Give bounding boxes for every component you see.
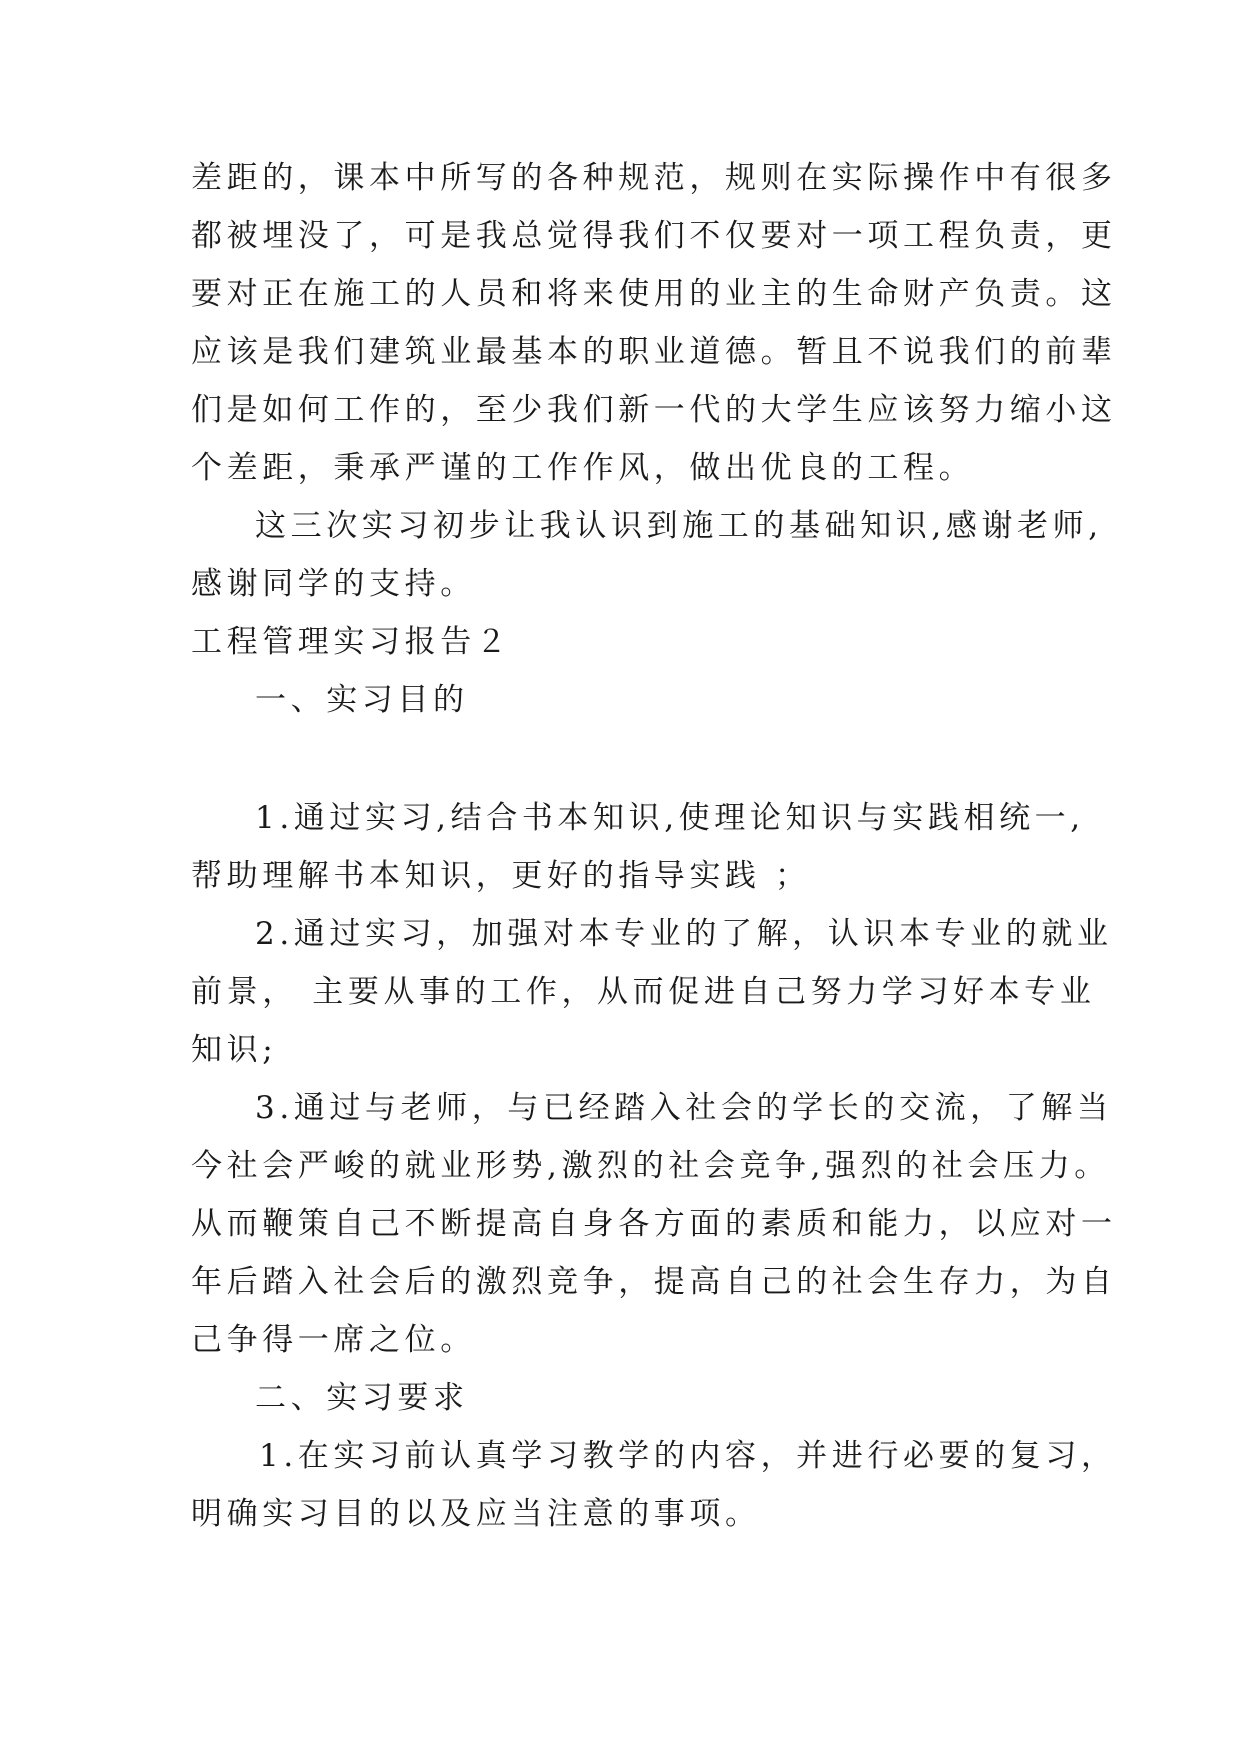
list-item-line: 前景， 主要从事的工作，从而促进自己努力学习好本专业	[191, 974, 1096, 1010]
list-item-line: 年后踏入社会后的激烈竞争，提高自己的社会生存力，为自	[191, 1264, 1117, 1300]
paragraph-line: 差距的，课本中所写的各种规范，规则在实际操作中有很多	[191, 160, 1117, 196]
paragraph-line: 感谢同学的支持。	[191, 566, 476, 602]
list-item-line: 1.在实习前认真学习教学的内容，并进行必要的复习，	[259, 1438, 1117, 1474]
list-item-line: 今社会严峻的就业形势,激烈的社会竞争,强烈的社会压力。	[191, 1148, 1110, 1184]
list-item-line: 知识;	[191, 1032, 278, 1068]
section-title: 工程管理实习报告２	[191, 624, 512, 660]
section-heading: 一、实习目的	[255, 682, 469, 718]
paragraph-line: 要对正在施工的人员和将来使用的业主的生命财产负责。这	[191, 276, 1117, 312]
paragraph-line: 这三次实习初步让我认识到施工的基础知识,感谢老师,	[255, 508, 1103, 544]
list-item-line: 明确实习目的以及应当注意的事项。	[191, 1496, 761, 1532]
paragraph-line: 个差距，秉承严谨的工作作风，做出优良的工程。	[191, 450, 975, 486]
paragraph-line: 都被埋没了，可是我总觉得我们不仅要对一项工程负责，更	[191, 218, 1117, 254]
paragraph-line: 应该是我们建筑业最基本的职业道德。暂且不说我们的前辈	[191, 334, 1117, 370]
list-item-line: 帮助理解书本知识，更好的指导实践 ；	[191, 858, 811, 894]
list-item-line: 从而鞭策自己不断提高自身各方面的素质和能力，以应对一	[191, 1206, 1117, 1242]
section-heading: 二、实习要求	[255, 1380, 469, 1416]
list-item-line: 己争得一席之位。	[191, 1322, 476, 1358]
paragraph-line: 们是如何工作的，至少我们新一代的大学生应该努力缩小这	[191, 392, 1117, 428]
list-item-line: 3.通过与老师，与已经踏入社会的学长的交流，了解当	[255, 1090, 1113, 1126]
list-item-line: 2.通过实习，加强对本专业的了解，认识本专业的就业	[255, 916, 1113, 952]
list-item-line: 1.通过实习,结合书本知识,使理论知识与实践相统一,	[255, 800, 1085, 836]
